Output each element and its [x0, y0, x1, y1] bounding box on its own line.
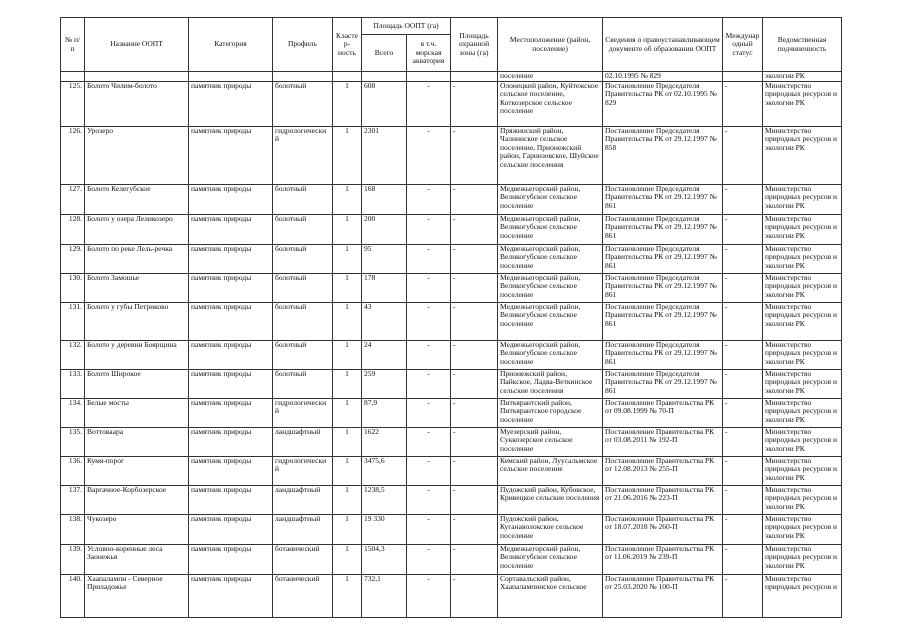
cell-profile: болотный: [273, 340, 333, 369]
cell-area: 168: [362, 184, 407, 214]
cell-marine: -: [407, 398, 451, 427]
cell-intl: -: [723, 544, 763, 574]
cell-dept: Министерство природных ресурсов и экологии РК: [763, 514, 842, 544]
cell-name: Болото у озера Леликозеро: [85, 214, 189, 244]
cell-buffer: -: [451, 81, 498, 126]
cell-buffer: -: [451, 574, 498, 617]
cell-location: Прионежский район, Пайкское, Ладва-Веткинское сельские поселения: [498, 369, 603, 398]
cell-num: 133.: [61, 369, 85, 398]
table-row: [61, 514, 842, 544]
cell-intl: -: [723, 244, 763, 273]
cell-marine: -: [407, 485, 451, 514]
cell-location: Пряжинский район, Чалнинское сельское поселение, Прионежский район, Гарнизовское, Шуйское сельские поселения: [498, 126, 603, 184]
cell-buffer: -: [451, 126, 498, 184]
cell-cluster: 1: [333, 544, 362, 574]
cell-marine: -: [407, 369, 451, 398]
cell-area: 1504,3: [362, 544, 407, 574]
table-row: [61, 126, 842, 184]
cell-location: Медвежьегорский район, Великогубское сельское поселение: [498, 184, 603, 214]
header-dept: Ведомственная подчиненность: [763, 18, 842, 72]
cell-document: Постановление Правительства РК от 09.08.1999 № 70-П: [603, 398, 723, 427]
cell-document: Постановление Председателя Правительства РК от 29.12.1997 № 858: [603, 126, 723, 184]
cell-document: 02.10.1995 № 829: [603, 72, 723, 82]
cell-document: Постановление Председателя Правительства РК от 29.12.1997 № 861: [603, 184, 723, 214]
cell-buffer: -: [451, 214, 498, 244]
cell-dept: Министерство природных ресурсов и экологии РК: [763, 456, 842, 485]
cell-profile: болотный: [273, 302, 333, 340]
cell-location: Сортавальский район, Хаапалампинское сельское: [498, 574, 603, 617]
header-intl: Международный статус: [723, 18, 763, 72]
cell-area: 87,9: [362, 398, 407, 427]
cell-marine: -: [407, 126, 451, 184]
cell-area: 200: [362, 214, 407, 244]
cell-area: 1622: [362, 427, 407, 456]
cell-num: 135.: [61, 427, 85, 456]
cell-dept: экологии РК: [763, 72, 842, 82]
cell-cluster: 1: [333, 81, 362, 126]
cell-name: Урозеро: [85, 126, 189, 184]
cell-marine: -: [407, 340, 451, 369]
header-area-group: Площадь ООПТ (га): [362, 18, 451, 35]
cell-cluster: 1: [333, 427, 362, 456]
cell-area: 43: [362, 302, 407, 340]
cell-area: 608: [362, 81, 407, 126]
cell-category: памятник природы: [189, 340, 273, 369]
cell-buffer: -: [451, 485, 498, 514]
cell-dept: Министерство природных ресурсов и экологии РК: [763, 398, 842, 427]
cell-buffer: -: [451, 427, 498, 456]
header-location: Местоположение (район, поселение): [498, 18, 603, 72]
cell-dept: Министерство природных ресурсов и экологии РК: [763, 369, 842, 398]
cell-location: Муезерский район, Суккозерское сельское поселение: [498, 427, 603, 456]
cell-profile: болотный: [273, 184, 333, 214]
cell-area: 24: [362, 340, 407, 369]
cell-document: Постановление Правительства РК от 11.06.2019 № 239-П: [603, 544, 723, 574]
cell-name: Болото у деревни Боярщина: [85, 340, 189, 369]
cell-cluster: 1: [333, 514, 362, 544]
cell-num: 128.: [61, 214, 85, 244]
cell-document: Постановление Председателя Правительства РК от 29.12.1997 № 861: [603, 302, 723, 340]
cell-document: Постановление Председателя Правительства РК от 29.12.1997 № 861: [603, 214, 723, 244]
cell-name: Воттоваара: [85, 427, 189, 456]
cell-area: 95: [362, 244, 407, 273]
cell-marine: -: [407, 81, 451, 126]
cell-cluster: 1: [333, 302, 362, 340]
cell-document: Постановление Председателя Правительства РК от 29.12.1997 № 861: [603, 369, 723, 398]
cell-document: Постановление Правительства РК от 03.08.2011 № 192-П: [603, 427, 723, 456]
cell-location: Пудожский район, Куганаволокское сельское поселение: [498, 514, 603, 544]
cell-num: 125.: [61, 81, 85, 126]
cell-profile: ландшафтный: [273, 485, 333, 514]
cell-intl: -: [723, 302, 763, 340]
cell-profile: болотный: [273, 244, 333, 273]
cell-name: Болото у губы Петриково: [85, 302, 189, 340]
cell-marine: -: [407, 574, 451, 617]
cell-category: памятник природы: [189, 398, 273, 427]
cell-buffer: -: [451, 302, 498, 340]
cell-name: Болото по реке Лель-речка: [85, 244, 189, 273]
cell-profile: гидрологический: [273, 456, 333, 485]
cell-location: Медвежьегорский район, Великогубское сельское поселение: [498, 214, 603, 244]
cell-marine: -: [407, 427, 451, 456]
table-row: [61, 427, 842, 456]
cell-profile: ландшафтный: [273, 514, 333, 544]
cell-name: Белые мосты: [85, 398, 189, 427]
cell-num: 136.: [61, 456, 85, 485]
header-document: Сведения о правоустанавливающем документе об образовании ООПТ: [603, 18, 723, 72]
cell-document: Постановление Председателя Правительства РК от 29.12.1997 № 861: [603, 340, 723, 369]
header-num: № п/п: [61, 18, 85, 72]
cell-location: Кемский район, Луусальмское сельское поселение: [498, 456, 603, 485]
cell-document: Постановление Председателя Правительства РК от 02.10.1995 № 829: [603, 81, 723, 126]
cell-category: памятник природы: [189, 514, 273, 544]
cell-category: памятник природы: [189, 456, 273, 485]
cell-dept: Министерство природных ресурсов и экологии РК: [763, 81, 842, 126]
cell-category: памятник природы: [189, 544, 273, 574]
cell-dept: Министерство природных ресурсов и экологии РК: [763, 427, 842, 456]
cell-document: Постановление Правительства РК от 21.06.2016 № 223-П: [603, 485, 723, 514]
cell-profile: гидрологический: [273, 398, 333, 427]
cell-marine: -: [407, 302, 451, 340]
cell-category: памятник природы: [189, 485, 273, 514]
cell-document: Постановление Правительства РК от 25.03.2020 № 100-П: [603, 574, 723, 617]
cell-document: Постановление Председателя Правительства РК от 29.12.1997 № 861: [603, 244, 723, 273]
cell-intl: -: [723, 456, 763, 485]
cell-dept: Министерство природных ресурсов и экологии РК: [763, 273, 842, 302]
cell-cluster: 1: [333, 214, 362, 244]
cell-marine: -: [407, 456, 451, 485]
cell-marine: -: [407, 514, 451, 544]
header-area-marine: в т.ч. морская акватория: [407, 35, 451, 72]
cell-cluster: 1: [333, 340, 362, 369]
cell-location: Медвежьегорский район, Великогубское сельское поселение: [498, 273, 603, 302]
cell-buffer: -: [451, 273, 498, 302]
cell-dept: Министерство природных ресурсов и экологии РК: [763, 126, 842, 184]
cell-marine: -: [407, 544, 451, 574]
cell-cluster: 1: [333, 369, 362, 398]
cell-num: 134.: [61, 398, 85, 427]
cell-cluster: 1: [333, 456, 362, 485]
table-row: [61, 214, 842, 244]
protected-areas-table: [60, 17, 842, 618]
cell-cluster: 1: [333, 184, 362, 214]
cell-document: Постановление Правительства РК от 12.08.2013 № 255-П: [603, 456, 723, 485]
header-category: Категория: [189, 18, 273, 72]
cell-profile: ботанический: [273, 574, 333, 617]
cell-num: 126.: [61, 126, 85, 184]
table-row: [61, 544, 842, 574]
cell-name: Чукозеро: [85, 514, 189, 544]
cell-area: 2301: [362, 126, 407, 184]
cell-dept: Министерство природных ресурсов и экологии РК: [763, 340, 842, 369]
table-row: [61, 369, 842, 398]
cell-num: 139.: [61, 544, 85, 574]
table-row: [61, 244, 842, 273]
cell-dept: Министерство природных ресурсов и экологии РК: [763, 184, 842, 214]
cell-name: Болото Замошье: [85, 273, 189, 302]
cell-document: Постановление Председателя Правительства РК от 29.12.1997 № 861: [603, 273, 723, 302]
cell-intl: -: [723, 514, 763, 544]
header-name: Название ООПТ: [85, 18, 189, 72]
header-profile: Профиль: [273, 18, 333, 72]
cell-category: памятник природы: [189, 81, 273, 126]
cell-intl: -: [723, 214, 763, 244]
cell-location: Медвежьегорский район, Великогубское сельское поселение: [498, 244, 603, 273]
cell-dept: Министерство природных ресурсов и: [763, 574, 842, 617]
table-row: [61, 398, 842, 427]
cell-intl: -: [723, 485, 763, 514]
cell-marine: -: [407, 244, 451, 273]
cell-intl: -: [723, 126, 763, 184]
cell-intl: -: [723, 427, 763, 456]
cell-area: 1238,5: [362, 485, 407, 514]
cell-location: поселение: [498, 72, 603, 82]
cell-cluster: 1: [333, 244, 362, 273]
cell-name: Болото Широкое: [85, 369, 189, 398]
cell-cluster: 1: [333, 126, 362, 184]
cell-name: Условно-коренные леса Заонежья: [85, 544, 189, 574]
cell-profile: гидрологический: [273, 126, 333, 184]
cell-intl: -: [723, 398, 763, 427]
cell-intl: -: [723, 81, 763, 126]
cell-cluster: 1: [333, 398, 362, 427]
cell-cluster: 1: [333, 273, 362, 302]
cell-document: Постановление Правительства РК от 18.07.2018 № 260-П: [603, 514, 723, 544]
cell-profile: ландшафтный: [273, 427, 333, 456]
cell-intl: -: [723, 574, 763, 617]
cell-buffer: -: [451, 456, 498, 485]
table-row: [61, 302, 842, 340]
cell-cluster: 1: [333, 485, 362, 514]
cell-name: Болото Чилим-болото: [85, 81, 189, 126]
cell-area: 732,1: [362, 574, 407, 617]
cell-category: памятник природы: [189, 184, 273, 214]
header-buffer: Площадь охранной зоны (га): [451, 18, 498, 72]
cell-dept: Министерство природных ресурсов и экологии РК: [763, 214, 842, 244]
document-page: [60, 17, 842, 618]
cell-buffer: -: [451, 514, 498, 544]
cell-intl: -: [723, 340, 763, 369]
cell-intl: -: [723, 273, 763, 302]
cell-location: Медвежьегорский район, Великогубское сельское поселение: [498, 544, 603, 574]
cell-cluster: 1: [333, 574, 362, 617]
cell-num: 140.: [61, 574, 85, 617]
cell-num: 137.: [61, 485, 85, 514]
cell-category: памятник природы: [189, 214, 273, 244]
cell-location: Пудожский район, Кубовское, Кривецкое сельские поселения: [498, 485, 603, 514]
cell-area: 3475,6: [362, 456, 407, 485]
cell-category: памятник природы: [189, 574, 273, 617]
cell-buffer: -: [451, 244, 498, 273]
cell-category: памятник природы: [189, 369, 273, 398]
table-row: [61, 485, 842, 514]
cell-category: памятник природы: [189, 273, 273, 302]
cell-name: Болото Келегубское: [85, 184, 189, 214]
cell-category: памятник природы: [189, 126, 273, 184]
cell-dept: Министерство природных ресурсов и экологии РК: [763, 485, 842, 514]
cell-marine: -: [407, 214, 451, 244]
cell-area: 259: [362, 369, 407, 398]
table-row: [61, 574, 842, 617]
cell-num: 138.: [61, 514, 85, 544]
cell-location: Медвежьегорский район, Великогубское сельское поселение: [498, 302, 603, 340]
cell-category: памятник природы: [189, 427, 273, 456]
cell-buffer: -: [451, 340, 498, 369]
header-area-total: Всего: [362, 35, 407, 72]
table-row: [61, 81, 842, 126]
cell-num: 129.: [61, 244, 85, 273]
table-row: [61, 456, 842, 485]
cell-name: Кумя-порог: [85, 456, 189, 485]
cell-num: 131.: [61, 302, 85, 340]
continuation-row: [61, 72, 842, 82]
cell-marine: -: [407, 273, 451, 302]
cell-num: 130.: [61, 273, 85, 302]
table-row: [61, 340, 842, 369]
cell-name: Варгачное-Корбозерское: [85, 485, 189, 514]
cell-area: 19 330: [362, 514, 407, 544]
cell-location: Питкярантский район, Питкярантское городское поселение: [498, 398, 603, 427]
table-body: [61, 72, 842, 618]
cell-marine: -: [407, 184, 451, 214]
cell-dept: Министерство природных ресурсов и экологии РК: [763, 544, 842, 574]
table-row: [61, 273, 842, 302]
cell-area: 178: [362, 273, 407, 302]
cell-profile: болотный: [273, 214, 333, 244]
cell-num: 127.: [61, 184, 85, 214]
cell-intl: -: [723, 369, 763, 398]
table-row: [61, 184, 842, 214]
cell-profile: болотный: [273, 369, 333, 398]
cell-buffer: -: [451, 184, 498, 214]
cell-dept: Министерство природных ресурсов и экологии РК: [763, 302, 842, 340]
cell-profile: болотный: [273, 273, 333, 302]
header-cluster: Кластер-ность: [333, 18, 362, 72]
cell-num: 132.: [61, 340, 85, 369]
cell-dept: Министерство природных ресурсов и экологии РК: [763, 244, 842, 273]
cell-intl: -: [723, 184, 763, 214]
cell-location: Олонецкий район, Куйтежское сельское поселение, Коткозерское сельское поселение: [498, 81, 603, 126]
cell-location: Медвежьегорский район, Великогубское сельское поселение: [498, 340, 603, 369]
cell-buffer: -: [451, 398, 498, 427]
cell-profile: ботанический: [273, 544, 333, 574]
cell-category: памятник природы: [189, 302, 273, 340]
cell-name: Хаапалампи - Северное Приладожье: [85, 574, 189, 617]
cell-profile: болотный: [273, 81, 333, 126]
cell-buffer: -: [451, 544, 498, 574]
cell-category: памятник природы: [189, 244, 273, 273]
cell-buffer: -: [451, 369, 498, 398]
